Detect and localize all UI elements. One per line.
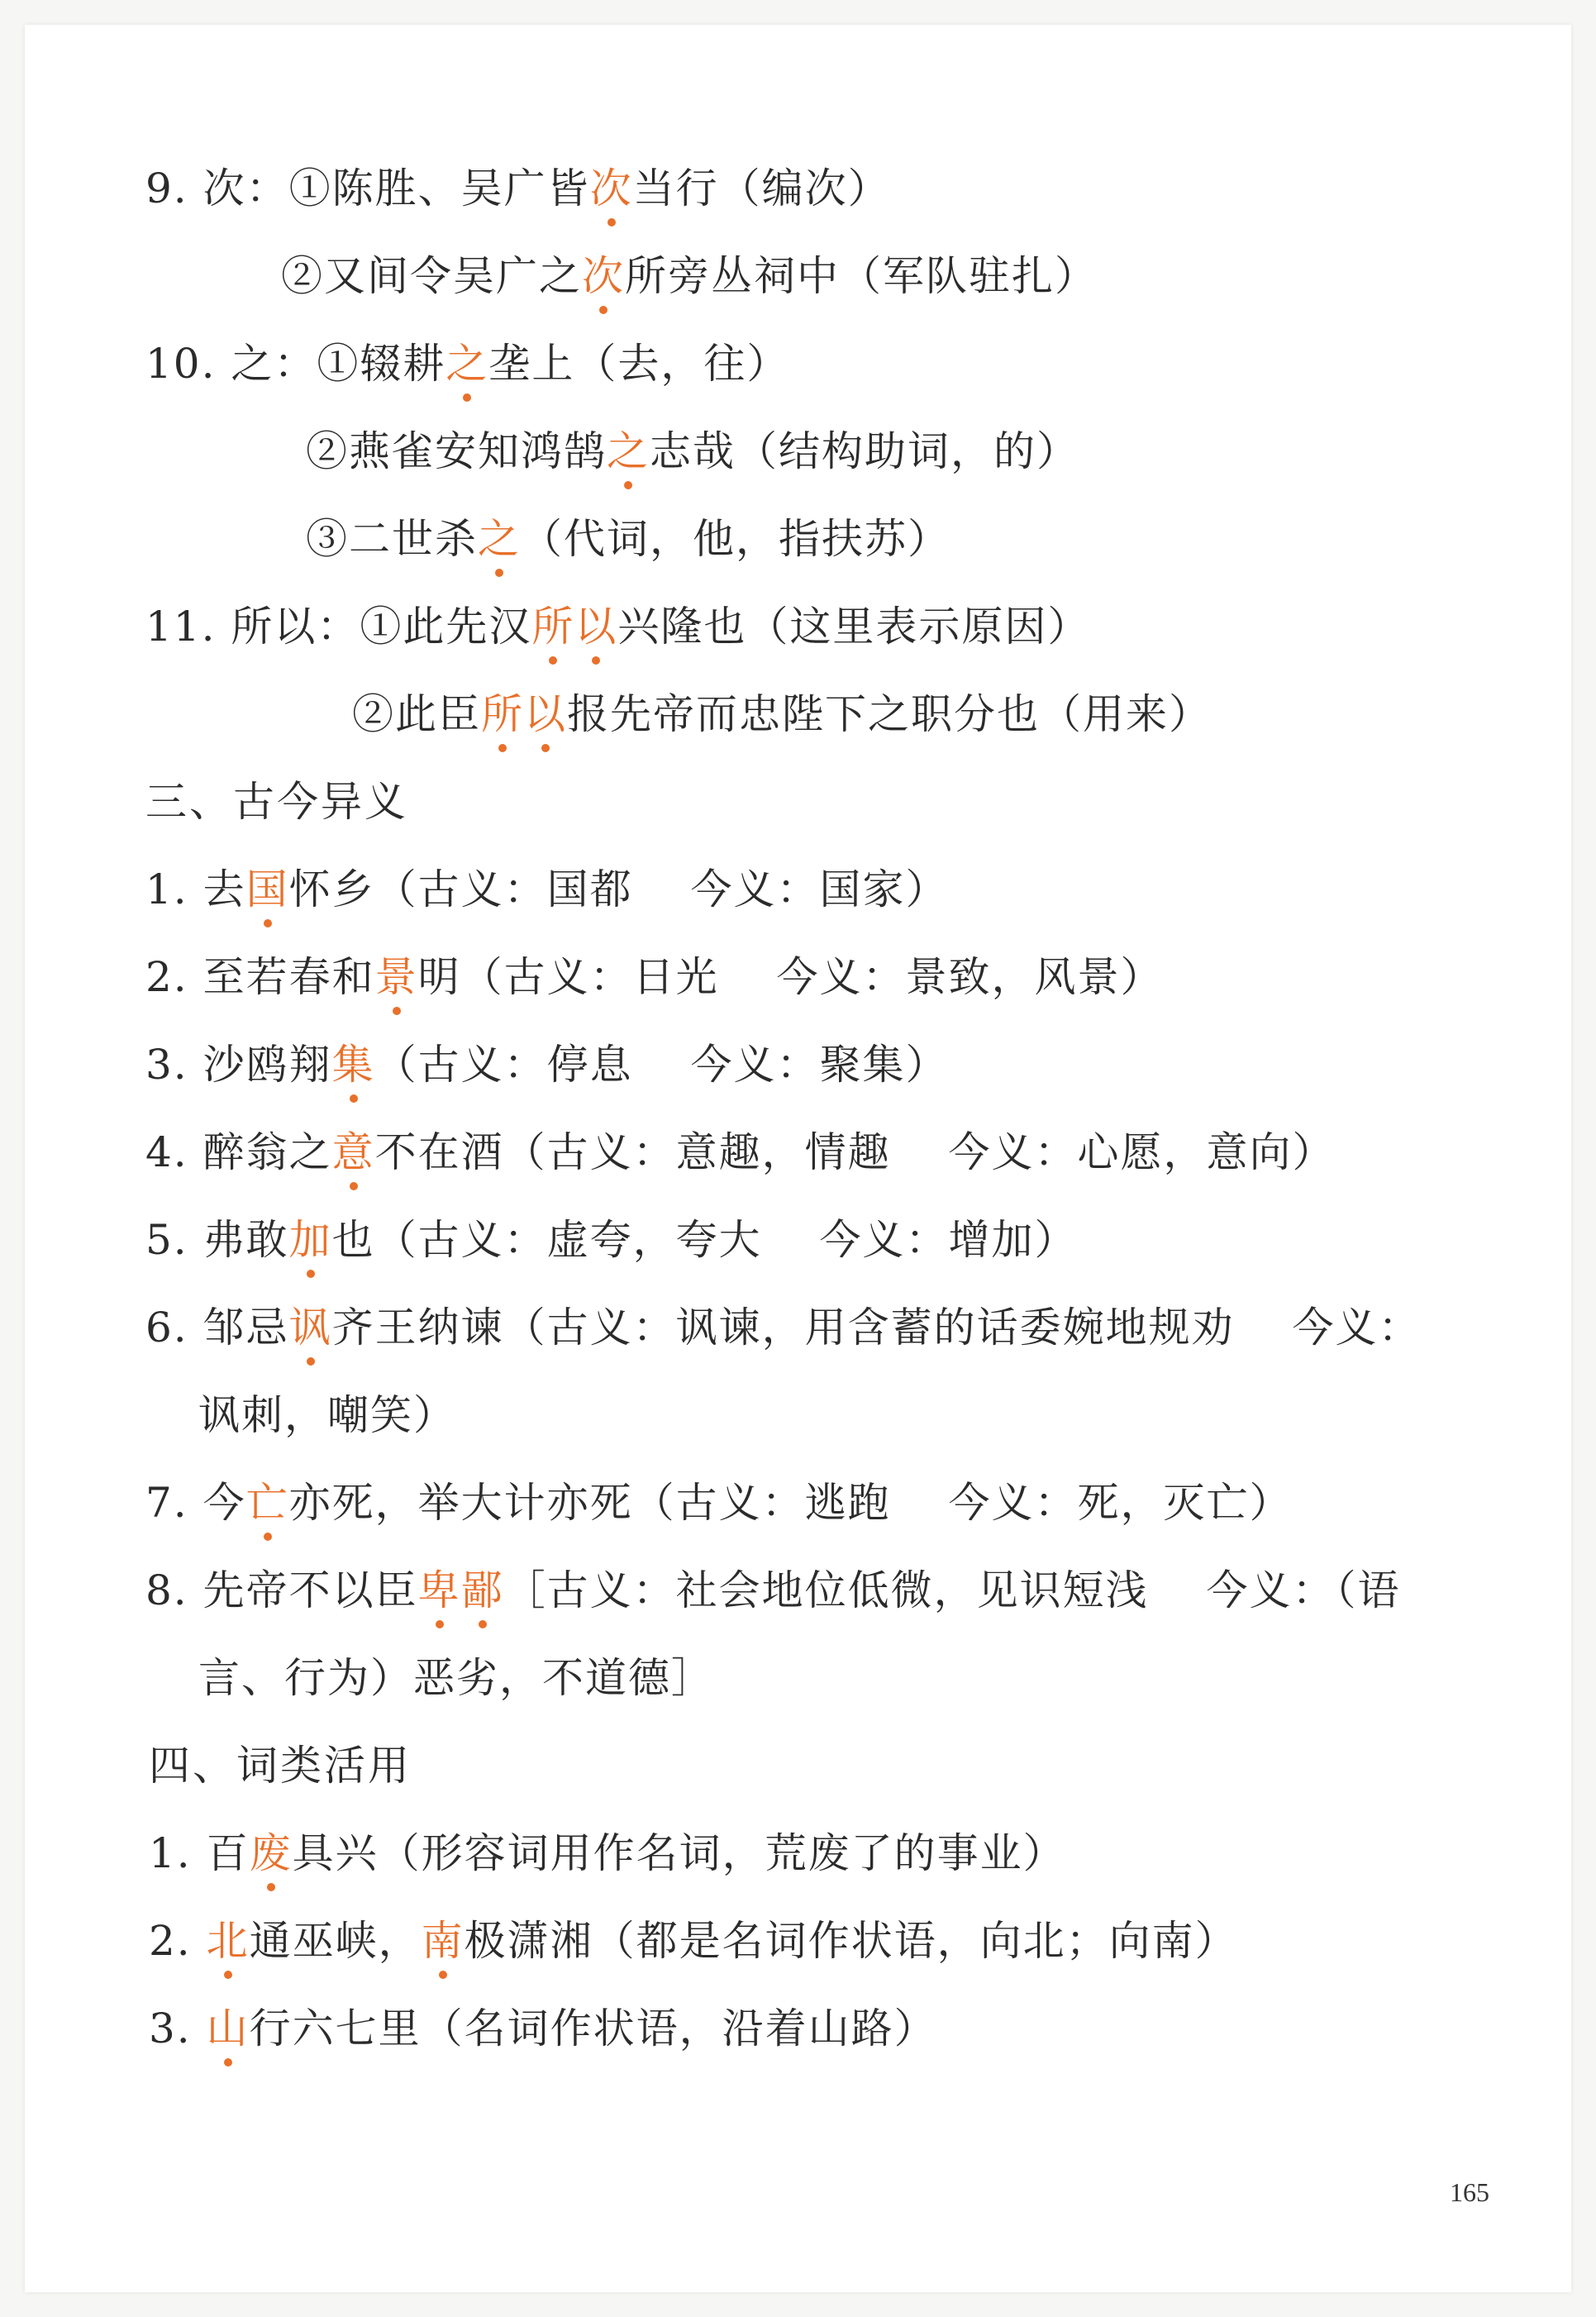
text-segment: （古义：停息 今义：聚集） — [374, 1041, 949, 1089]
text-segment: ②燕雀安知鸿鹄 — [306, 427, 607, 475]
text-segment: 极潇湘（都是名词作状语，向北；向南） — [464, 1917, 1238, 1965]
text-segment: 兴隆也（这里表示原因） — [617, 603, 1091, 651]
text-segment: 2. — [149, 1917, 207, 1965]
line-10-zhi-3 — [306, 514, 950, 564]
text-segment: ［古义：社会地位低微，见识短浅 今义：（语 — [503, 1566, 1401, 1614]
line-10-zhi-2 — [306, 427, 1079, 476]
emphasized-char: 集 — [331, 1041, 375, 1089]
text-segment: 8. 先帝不以臣 — [145, 1566, 418, 1614]
text-segment: 怀乡（古义：国都 今义：国家） — [288, 865, 949, 913]
text-segment: 行六七里（名词作状语，沿着山路） — [249, 2005, 937, 2052]
line-10-zhi-1 — [145, 339, 789, 389]
text-segment: 齐王纳谏（古义：讽谏，用含蓄的话委婉地规劝 今义： — [331, 1304, 1422, 1352]
text-segment: （代词，他，指扶苏） — [521, 515, 950, 563]
emphasized-char: 次 — [582, 252, 625, 300]
emphasized-char: 意 — [331, 1128, 375, 1176]
emphasized-char: 加 — [288, 1216, 332, 1264]
text-segment: 亦死，举大计亦死（古义：逃跑 今义：死，灭亡） — [288, 1479, 1293, 1527]
emphasized-char: 以 — [524, 690, 567, 738]
text-segment: 三、古今异义 — [145, 778, 408, 826]
text-segment: 10. 之： — [145, 340, 317, 388]
text-segment: 通巫峡， — [249, 1917, 422, 1965]
emphasized-char: 所 — [481, 690, 524, 738]
text-segment: 明（古义：日光 今义：景致，风景） — [417, 953, 1164, 1001]
text-segment: ①陈胜、吴广皆 — [288, 164, 590, 212]
text-segment: 当行（编次） — [632, 164, 891, 212]
text-segment: 讽刺，嘲笑） — [198, 1391, 456, 1439]
line-11-suoyi-1 — [145, 602, 1090, 651]
item-huoyong-3 — [149, 2004, 937, 2053]
item-gujin-3 — [145, 1040, 949, 1089]
emphasized-char: 卑 — [417, 1566, 461, 1614]
text-segment: 四、词类活用 — [149, 1742, 412, 1790]
item-gujin-6 — [145, 1303, 1422, 1352]
emphasized-char: 景 — [374, 953, 418, 1001]
item-gujin-8-cont — [198, 1653, 714, 1703]
text-segment: 1. 百 — [149, 1829, 250, 1877]
emphasized-char: 北 — [206, 1917, 250, 1965]
text-segment: 6. 邹忌 — [145, 1304, 289, 1352]
text-segment: 7. 今 — [145, 1479, 246, 1527]
emphasized-char: 亡 — [245, 1479, 289, 1527]
page-number: 165 — [1450, 2177, 1489, 2207]
emphasized-char: 南 — [421, 1917, 465, 1965]
text-segment: 2. 至若春和 — [145, 953, 375, 1001]
item-gujin-1 — [145, 865, 949, 914]
item-huoyong-2 — [149, 1916, 1238, 1966]
line-9-ci-2 — [281, 251, 1098, 301]
text-segment: ①辍耕 — [317, 340, 446, 388]
emphasized-char: 以 — [574, 603, 618, 651]
emphasized-char: 所 — [531, 603, 575, 651]
section-heading-gujin-yiyi — [145, 777, 408, 827]
text-segment: ②又间令吴广之 — [281, 252, 582, 300]
emphasized-char: 废 — [249, 1829, 293, 1877]
text-segment: 5. 弗敢 — [145, 1216, 289, 1264]
text-segment: 也（古义：虚夸，夸大 今义：增加） — [331, 1216, 1078, 1264]
item-gujin-6-cont — [198, 1390, 456, 1440]
emphasized-char: 次 — [589, 164, 633, 212]
emphasized-char: 讽 — [288, 1304, 332, 1352]
text-segment: ③二世杀 — [306, 515, 478, 563]
item-gujin-4 — [145, 1128, 1336, 1177]
text-segment: 报先帝而忠陛下之职分也（用来） — [567, 690, 1212, 738]
text-segment: 言、行为）恶劣，不道德］ — [198, 1654, 714, 1702]
emphasized-char: 之 — [478, 515, 521, 563]
text-segment: 垄上（去，往） — [488, 340, 790, 388]
line-9-ci-1 — [145, 164, 891, 213]
line-11-suoyi-2 — [352, 689, 1212, 739]
text-segment: 1. 去 — [145, 865, 246, 913]
emphasized-char: 之 — [445, 340, 489, 388]
text-segment: 不在酒（古义：意趣，情趣 今义：心愿，意向） — [374, 1128, 1336, 1176]
text-segment: 志哉（结构助词，的） — [650, 427, 1079, 475]
text-segment: ②此臣 — [352, 690, 481, 738]
emphasized-char: 鄙 — [460, 1566, 504, 1614]
text-segment: 11. 所以： — [145, 603, 360, 651]
text-segment: 9. 次： — [145, 164, 289, 212]
text-segment: 具兴（形容词用作名词，荒废了的事业） — [292, 1829, 1066, 1877]
emphasized-char: 之 — [607, 427, 650, 475]
item-gujin-5 — [145, 1215, 1078, 1265]
emphasized-char: 山 — [206, 2005, 250, 2052]
text-segment: 3. — [149, 2005, 207, 2052]
text-segment: 4. 醉翁之 — [145, 1128, 332, 1176]
item-gujin-8 — [145, 1566, 1401, 1615]
text-segment: 3. 沙鸥翔 — [145, 1041, 332, 1089]
item-huoyong-1 — [149, 1828, 1066, 1878]
item-gujin-2 — [145, 952, 1164, 1002]
section-heading-cilei-huoyong — [149, 1741, 412, 1790]
emphasized-char: 国 — [245, 865, 289, 913]
text-segment: 所旁丛祠中（军队驻扎） — [625, 252, 1098, 300]
item-gujin-7 — [145, 1478, 1293, 1528]
book-page — [25, 25, 1571, 2292]
text-segment: ①此先汉 — [360, 603, 532, 651]
